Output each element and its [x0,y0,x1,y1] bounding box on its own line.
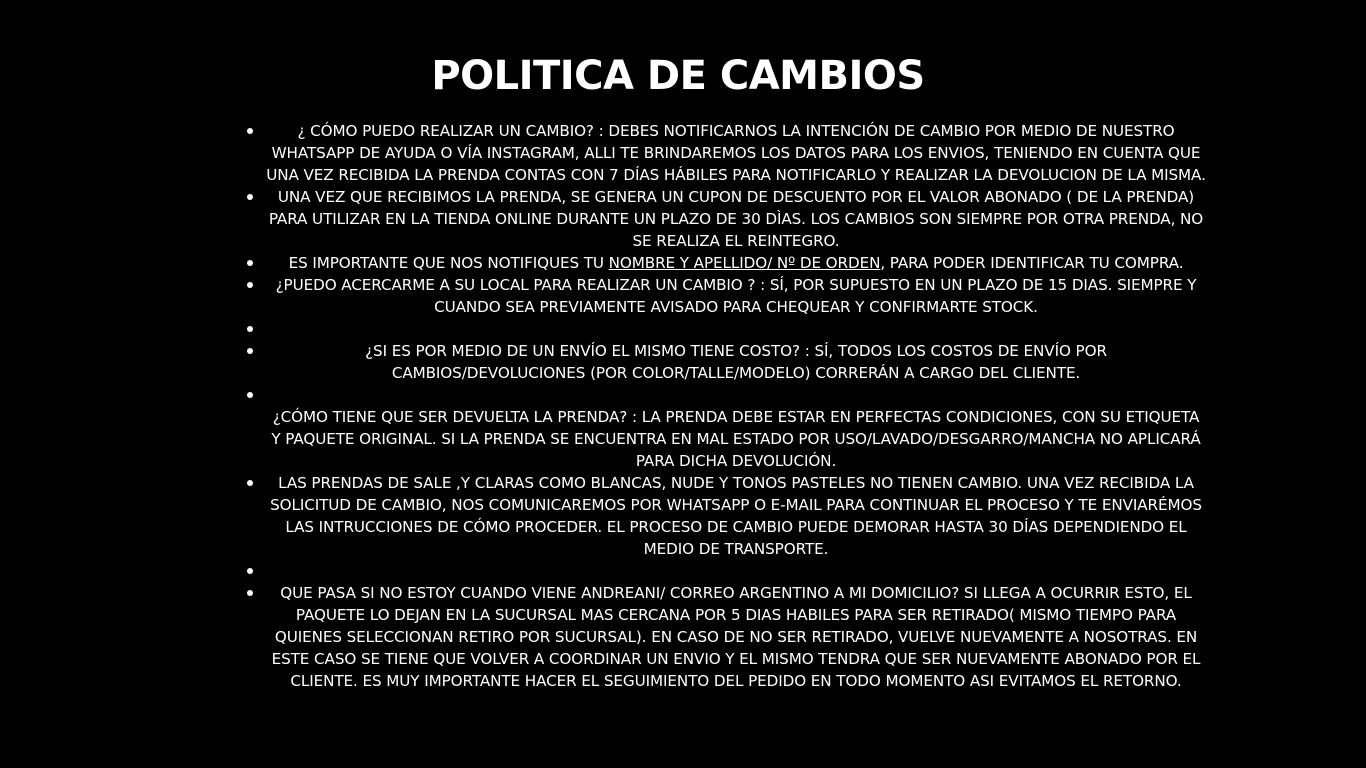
list-item-empty [266,384,1206,406]
list-item-return-condition: ¿CÓMO TIENE QUE SER DEVUELTA LA PRENDA? : LA PRENDA DEBE ESTAR EN PERFECTAS CONDICIONES, CON SU ETIQUETA Y PAQUETE ORIGINAL. SI LA PRENDA SE ENCUENTRA EN MAL ESTADO POR USO/LAVADO/DESGARRO/MANCHA NO APLICARÁ PARA DICHA DEVOLUCIÓN. [271,408,1201,470]
list-item-sale-items: LAS PRENDAS DE SALE ,Y CLARAS COMO BLANCAS, NUDE Y TONOS PASTELES NO TIENEN CAMBIO. UNA VEZ RECIBIDA LA SOLICITUD DE CAMBIO, NOS COMUNICAREMOS POR WHATSAPP O E-MAIL PARA CONTINUAR EL PROCESO Y TE ENVIARÉMOS LAS INTRUCCIONES DE CÓMO PROCEDER. EL PROCESO DE CAMBIO PUEDE DEMORAR HASTA 30 DÍAS DEPENDIENDO EL MEDIO DE TRANSPORTE. [266,472,1206,560]
list-item-empty [266,318,1206,340]
list-item-local-store: ¿PUEDO ACERCARME A SU LOCAL PARA REALIZAR UN CAMBIO ? : SÍ, POR SUPUESTO EN UN PLAZO DE 15 DIAS. SIEMPRE Y CUANDO SEA PREVIAMENTE AVISADO PARA CHEQUEAR Y CONFIRMARTE STOCK. [266,274,1206,318]
list-item-notify-name [266,252,1206,274]
list-item-shipping-cost: ¿SI ES POR MEDIO DE UN ENVÍO EL MISMO TIENE COSTO? : SÍ, TODOS LOS COSTOS DE ENVÍO POR CAMBIOS/DEVOLUCIONES (POR COLOR/TALLE/MODELO) CORRERÁN A CARGO DEL CLIENTE. [266,340,1206,384]
policy-list [266,120,1206,692]
page-title: POLITICA DE CAMBIOS [431,53,925,99]
list-item-how-to-exchange: ¿ CÓMO PUEDO REALIZAR UN CAMBIO? : DEBES NOTIFICARNOS LA INTENCIÓN DE CAMBIO POR MEDIO DE NUESTRO WHATSAPP DE AYUDA O VÍA INSTAGRAM, ALLI TE BRINDAREMOS LOS DATOS PARA LOS ENVIOS, TENIENDO EN CUENTA QUE UNA VEZ RECIBIDA LA PRENDA CONTAS CON 7 DÍAS HÁBILES PARA NOTIFICARLO Y REALIZAR LA DEVOLUCION DE LA MISMA. [266,122,1206,184]
list-item-discount-coupon: UNA VEZ QUE RECIBIMOS LA PRENDA, SE GENERA UN CUPON DE DESCUENTO POR EL VALOR ABONADO ( DE LA PRENDA) PARA UTILIZAR EN LA TIENDA ONLINE DURANTE UN PLAZO DE 30 DÌAS. LOS CAMBIOS SON SIEMPRE POR OTRA PRENDA, NO SE REALIZA EL REINTEGRO. [266,186,1206,252]
notify-text-after: , PARA PODER IDENTIFICAR TU COMPRA. [880,254,1184,272]
notify-text-before: ES IMPORTANTE QUE NOS NOTIFIQUES TU [288,254,609,272]
notify-text-underlined: NOMBRE Y APELLIDO/ Nº DE ORDEN [608,254,881,272]
list-item-empty [266,560,1206,582]
list-item-not-home: QUE PASA SI NO ESTOY CUANDO VIENE ANDREANI/ CORREO ARGENTINO A MI DOMICILIO? SI LLEGA A OCURRIR ESTO, EL PAQUETE LO DEJAN EN LA SUCURSAL MAS CERCANA POR 5 DIAS HABILES PARA SER RETIRADO( MISMO TIEMPO PARA QUIENES SELECCIONAN RETIRO POR SUCURSAL). EN CASO DE NO SER RETIRADO, VUELVE NUEVAMENTE A NOSOTRAS. EN ESTE CASO SE TIENE QUE VOLVER A COORDINAR UN ENVIO Y EL MISMO TENDRA QUE SER NUEVAMENTE ABONADO POR EL CLIENTE. ES MUY IMPORTANTE HACER EL SEGUIMIENTO DEL PEDIDO EN TODO MOMENTO ASI EVITAMOS EL RETORNO. [266,582,1206,692]
